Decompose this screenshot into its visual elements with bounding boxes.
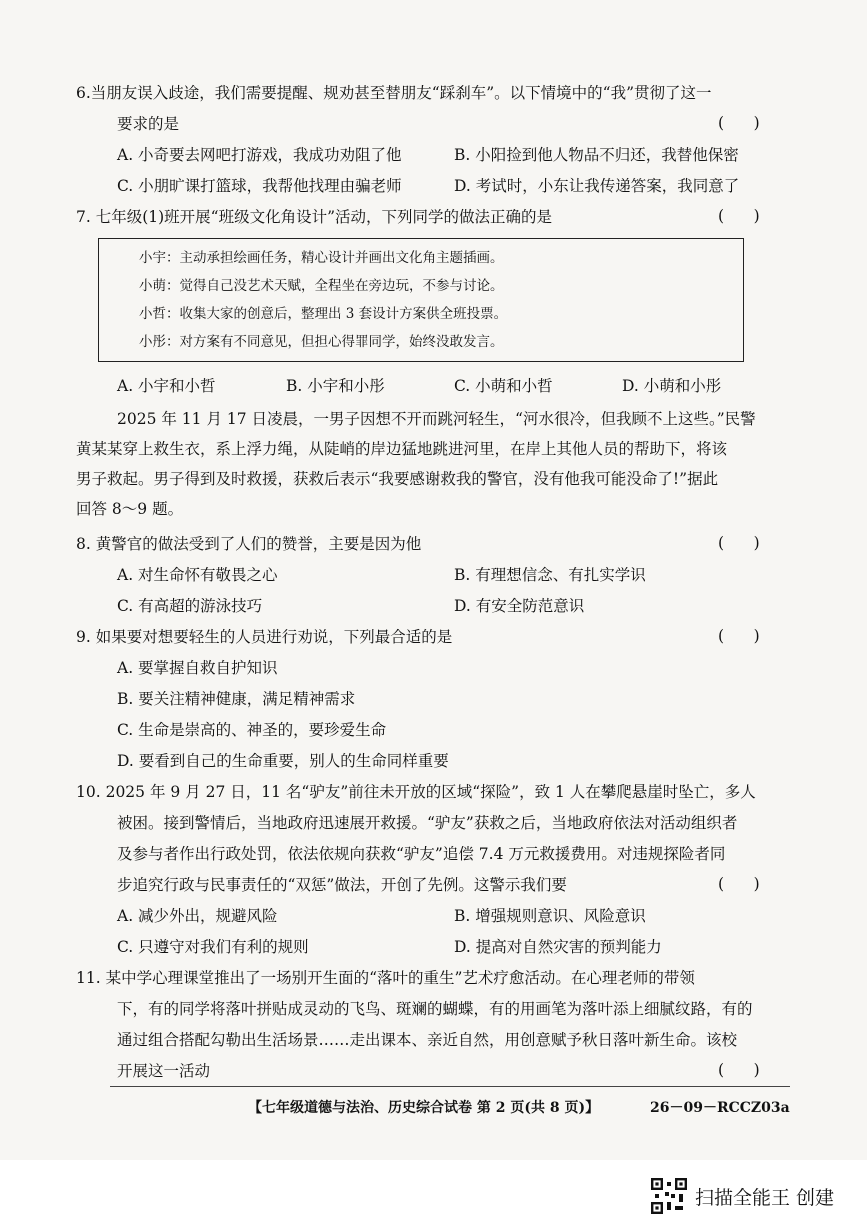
material-line: 男子救起。男子得到及时救援，获救后表示“我要感谢救我的警官，没有他我可能没命了!”据此 (76, 470, 719, 488)
material-line: 回答 8～9 题。 (76, 500, 184, 518)
q11-stem-line: 下，有的同学将落叶拼贴成灵动的飞鸟、斑斓的蝴蝶，有的用画笔为落叶添上细腻纹路，有的 (117, 1000, 753, 1018)
q6-option-d: D. 考试时，小东让我传递答案，我同意了 (454, 177, 740, 195)
q6-option-c: C. 小朋旷课打篮球，我帮他找理由骗老师 (117, 177, 402, 195)
q9-option-d: D. 要看到自己的生命重要，别人的生命同样重要 (117, 752, 449, 770)
q8-option-c: C. 有高超的游泳技巧 (117, 597, 263, 615)
q10-option-d: D. 提高对自然灾害的预判能力 (454, 938, 662, 956)
q8-answer-paren: ( ) (718, 534, 760, 552)
q10-option-b: B. 增强规则意识、风险意识 (454, 907, 646, 925)
q10-option-c: C. 只遵守对我们有利的规则 (117, 938, 309, 956)
q7-option-d: D. 小萌和小彤 (622, 377, 722, 395)
q7-stem: 7. 七年级(1)班开展“班级文化角设计”活动，下列同学的做法正确的是 (76, 208, 553, 226)
q6-option-a: A. 小奇要去网吧打游戏，我成功劝阻了他 (117, 146, 402, 164)
footer-code: 26－09－RCCZ03a (650, 1100, 790, 1116)
q6-stem-line2: 要求的是 (117, 115, 180, 133)
q7-box-line: 小宇：主动承担绘画任务，精心设计并画出文化角主题插画。 (139, 250, 504, 266)
q7-answer-paren: ( ) (718, 207, 760, 225)
q9-stem: 9. 如果要对想要轻生的人员进行劝说，下列最合适的是 (76, 628, 453, 646)
q10-stem-line: 步追究行政与民事责任的“双惩”做法，开创了先例。这警示我们要 (117, 876, 567, 894)
q7-option-b: B. 小宇和小彤 (286, 377, 385, 395)
q10-option-a: A. 减少外出，规避风险 (117, 907, 278, 925)
q7-box-line: 小彤：对方案有不同意见，但担心得罪同学，始终没敢发言。 (139, 334, 504, 350)
watermark-text: 扫描全能王 创建 (695, 1186, 835, 1209)
q9-option-a: A. 要掌握自救自护知识 (117, 659, 278, 677)
qr-code-icon (651, 1178, 687, 1214)
q7-option-a: A. 小宇和小哲 (117, 377, 216, 395)
q11-stem-line: 11. 某中学心理课堂推出了一场别开生面的“落叶的重生”艺术疗愈活动。在心理老师的带领 (76, 969, 695, 987)
q8-option-d: D. 有安全防范意识 (454, 597, 585, 615)
q10-stem-line: 10. 2025 年 9 月 27 日，11 名“驴友”前往未开放的区域“探险”，致 1 人在攀爬悬崖时坠亡，多人 (76, 783, 756, 801)
material-line: 黄某某穿上救生衣，系上浮力绳，从陡峭的岸边猛地跳进河里，在岸上其他人员的帮助下，将该 (76, 440, 728, 458)
q6-option-b: B. 小阳捡到他人物品不归还，我替他保密 (454, 146, 739, 164)
q10-stem-line: 被困。接到警情后，当地政府迅速展开救援。“驴友”获救之后，当地政府依法对活动组织者 (117, 814, 738, 832)
q6-stem-line1: 6.当朋友误入歧途，我们需要提醒、规劝甚至替朋友“踩刹车”。以下情境中的“我”贯彻了这一 (76, 84, 712, 102)
q7-material-box (98, 238, 744, 362)
q9-option-c: C. 生命是崇高的、神圣的，要珍爱生命 (117, 721, 387, 739)
q6-answer-paren: ( ) (718, 114, 760, 132)
q8-option-b: B. 有理想信念、有扎实学识 (454, 566, 646, 584)
q11-stem-line: 开展这一活动 (117, 1062, 211, 1080)
q8-option-a: A. 对生命怀有敬畏之心 (117, 566, 278, 584)
q11-answer-paren: ( ) (718, 1061, 760, 1079)
q9-answer-paren: ( ) (718, 627, 760, 645)
material-line: 2025 年 11 月 17 日凌晨，一男子因想不开而跳河轻生，“河水很冷，但我顾不上这些。”民警 (117, 410, 756, 428)
footer-divider (110, 1086, 790, 1087)
q8-stem: 8. 黄警官的做法受到了人们的赞誉，主要是因为他 (76, 535, 422, 553)
q10-stem-line: 及参与者作出行政处罚，依法依规向获救“驴友”追偿 7.4 万元救援费用。对违规探险者同 (117, 845, 726, 863)
q7-option-c: C. 小萌和小哲 (454, 377, 553, 395)
q11-stem-line: 通过组合搭配勾勒出生活场景……走出课本、亲近自然，用创意赋予秋日落叶新生命。该校 (117, 1031, 738, 1049)
q7-box-line: 小哲：收集大家的创意后，整理出 3 套设计方案供全班投票。 (139, 306, 508, 322)
q10-answer-paren: ( ) (718, 875, 760, 893)
q9-option-b: B. 要关注精神健康，满足精神需求 (117, 690, 356, 708)
scanner-watermark (651, 1176, 834, 1216)
q7-box-line: 小萌：觉得自己没艺术天赋，全程坐在旁边玩，不参与讨论。 (139, 278, 504, 294)
footer-title: 【七年级道德与法治、历史综合试卷 第 2 页(共 8 页)】 (248, 1100, 600, 1116)
